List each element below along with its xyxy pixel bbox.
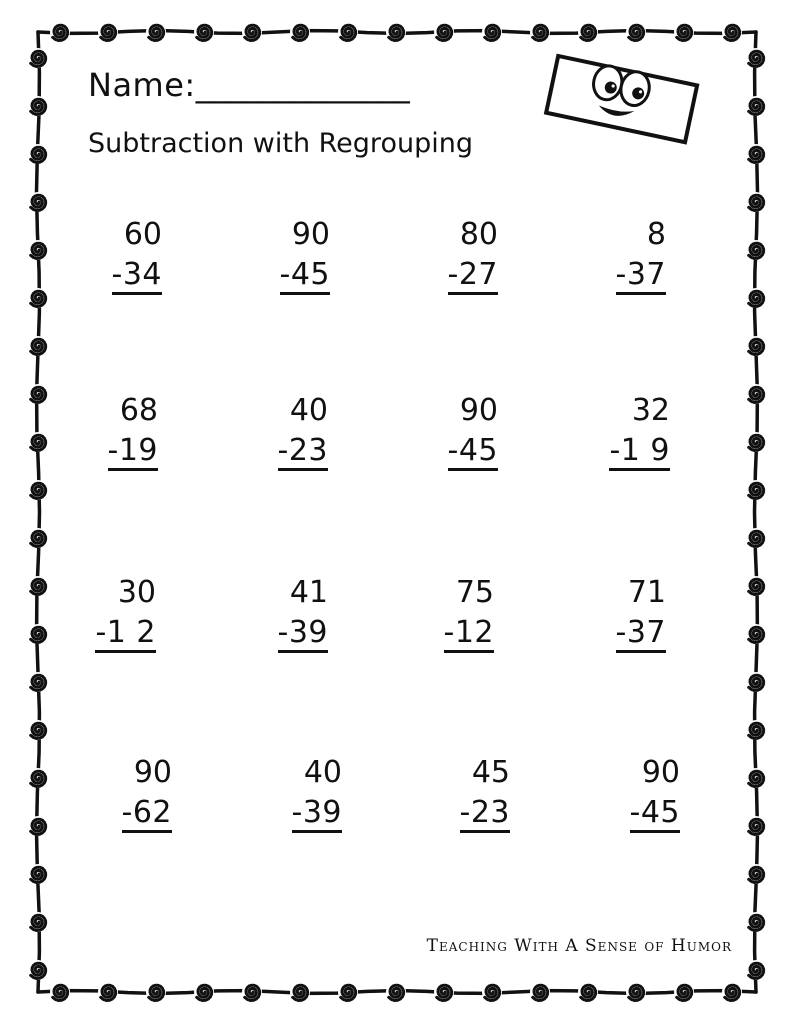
- minuend: 90: [133, 755, 172, 790]
- subtrahend: -45: [448, 436, 499, 471]
- problem-2: [250, 217, 330, 295]
- minuend: 71: [627, 575, 666, 610]
- subtrahend: -62: [122, 798, 173, 833]
- subtrahend: -45: [280, 260, 331, 295]
- name-label: Name:_____________: [88, 66, 411, 104]
- footer-credit: Teaching With A Sense of Humor: [426, 936, 732, 956]
- subtrahend: -19: [108, 436, 159, 471]
- subtrahend: -27: [448, 260, 499, 295]
- subtrahend: -12: [444, 618, 495, 653]
- problem-14: [262, 755, 342, 833]
- problem-6: [248, 393, 328, 471]
- problem-13: [92, 755, 172, 833]
- minuend: 68: [119, 393, 158, 428]
- minuend: 90: [291, 217, 330, 252]
- problem-12: [586, 575, 666, 653]
- minuend: 60: [123, 217, 162, 252]
- minuend: 90: [641, 755, 680, 790]
- problem-10: [248, 575, 328, 653]
- subtrahend: -1 2: [95, 618, 156, 653]
- problem-8: [590, 393, 670, 471]
- subtrahend: -39: [278, 618, 329, 653]
- subtrahend: -23: [460, 798, 511, 833]
- problem-16: [600, 755, 680, 833]
- minuend: 45: [471, 755, 510, 790]
- minuend: 30: [117, 575, 156, 610]
- minuend: 8: [646, 217, 666, 252]
- problem-1: [82, 217, 162, 295]
- problem-7: [418, 393, 498, 471]
- minuend: 90: [459, 393, 498, 428]
- minuend: 32: [631, 393, 670, 428]
- problem-3: [418, 217, 498, 295]
- subtrahend: -37: [616, 260, 667, 295]
- subtrahend: -23: [278, 436, 329, 471]
- problem-5: [78, 393, 158, 471]
- subtrahend: -37: [616, 618, 667, 653]
- problem-4: [586, 217, 666, 295]
- subtrahend: -34: [112, 260, 163, 295]
- subtrahend: -45: [630, 798, 681, 833]
- minuend: 41: [289, 575, 328, 610]
- worksheet-title: Subtraction with Regrouping: [88, 128, 473, 159]
- minuend: 75: [455, 575, 494, 610]
- subtrahend: -39: [292, 798, 343, 833]
- problem-11: [414, 575, 494, 653]
- problem-9: [76, 575, 156, 653]
- smiling-rectangle-mascot-icon: [536, 52, 706, 152]
- minuend: 80: [459, 217, 498, 252]
- subtrahend: -1 9: [609, 436, 670, 471]
- minuend: 40: [289, 393, 328, 428]
- minuend: 40: [303, 755, 342, 790]
- problem-15: [430, 755, 510, 833]
